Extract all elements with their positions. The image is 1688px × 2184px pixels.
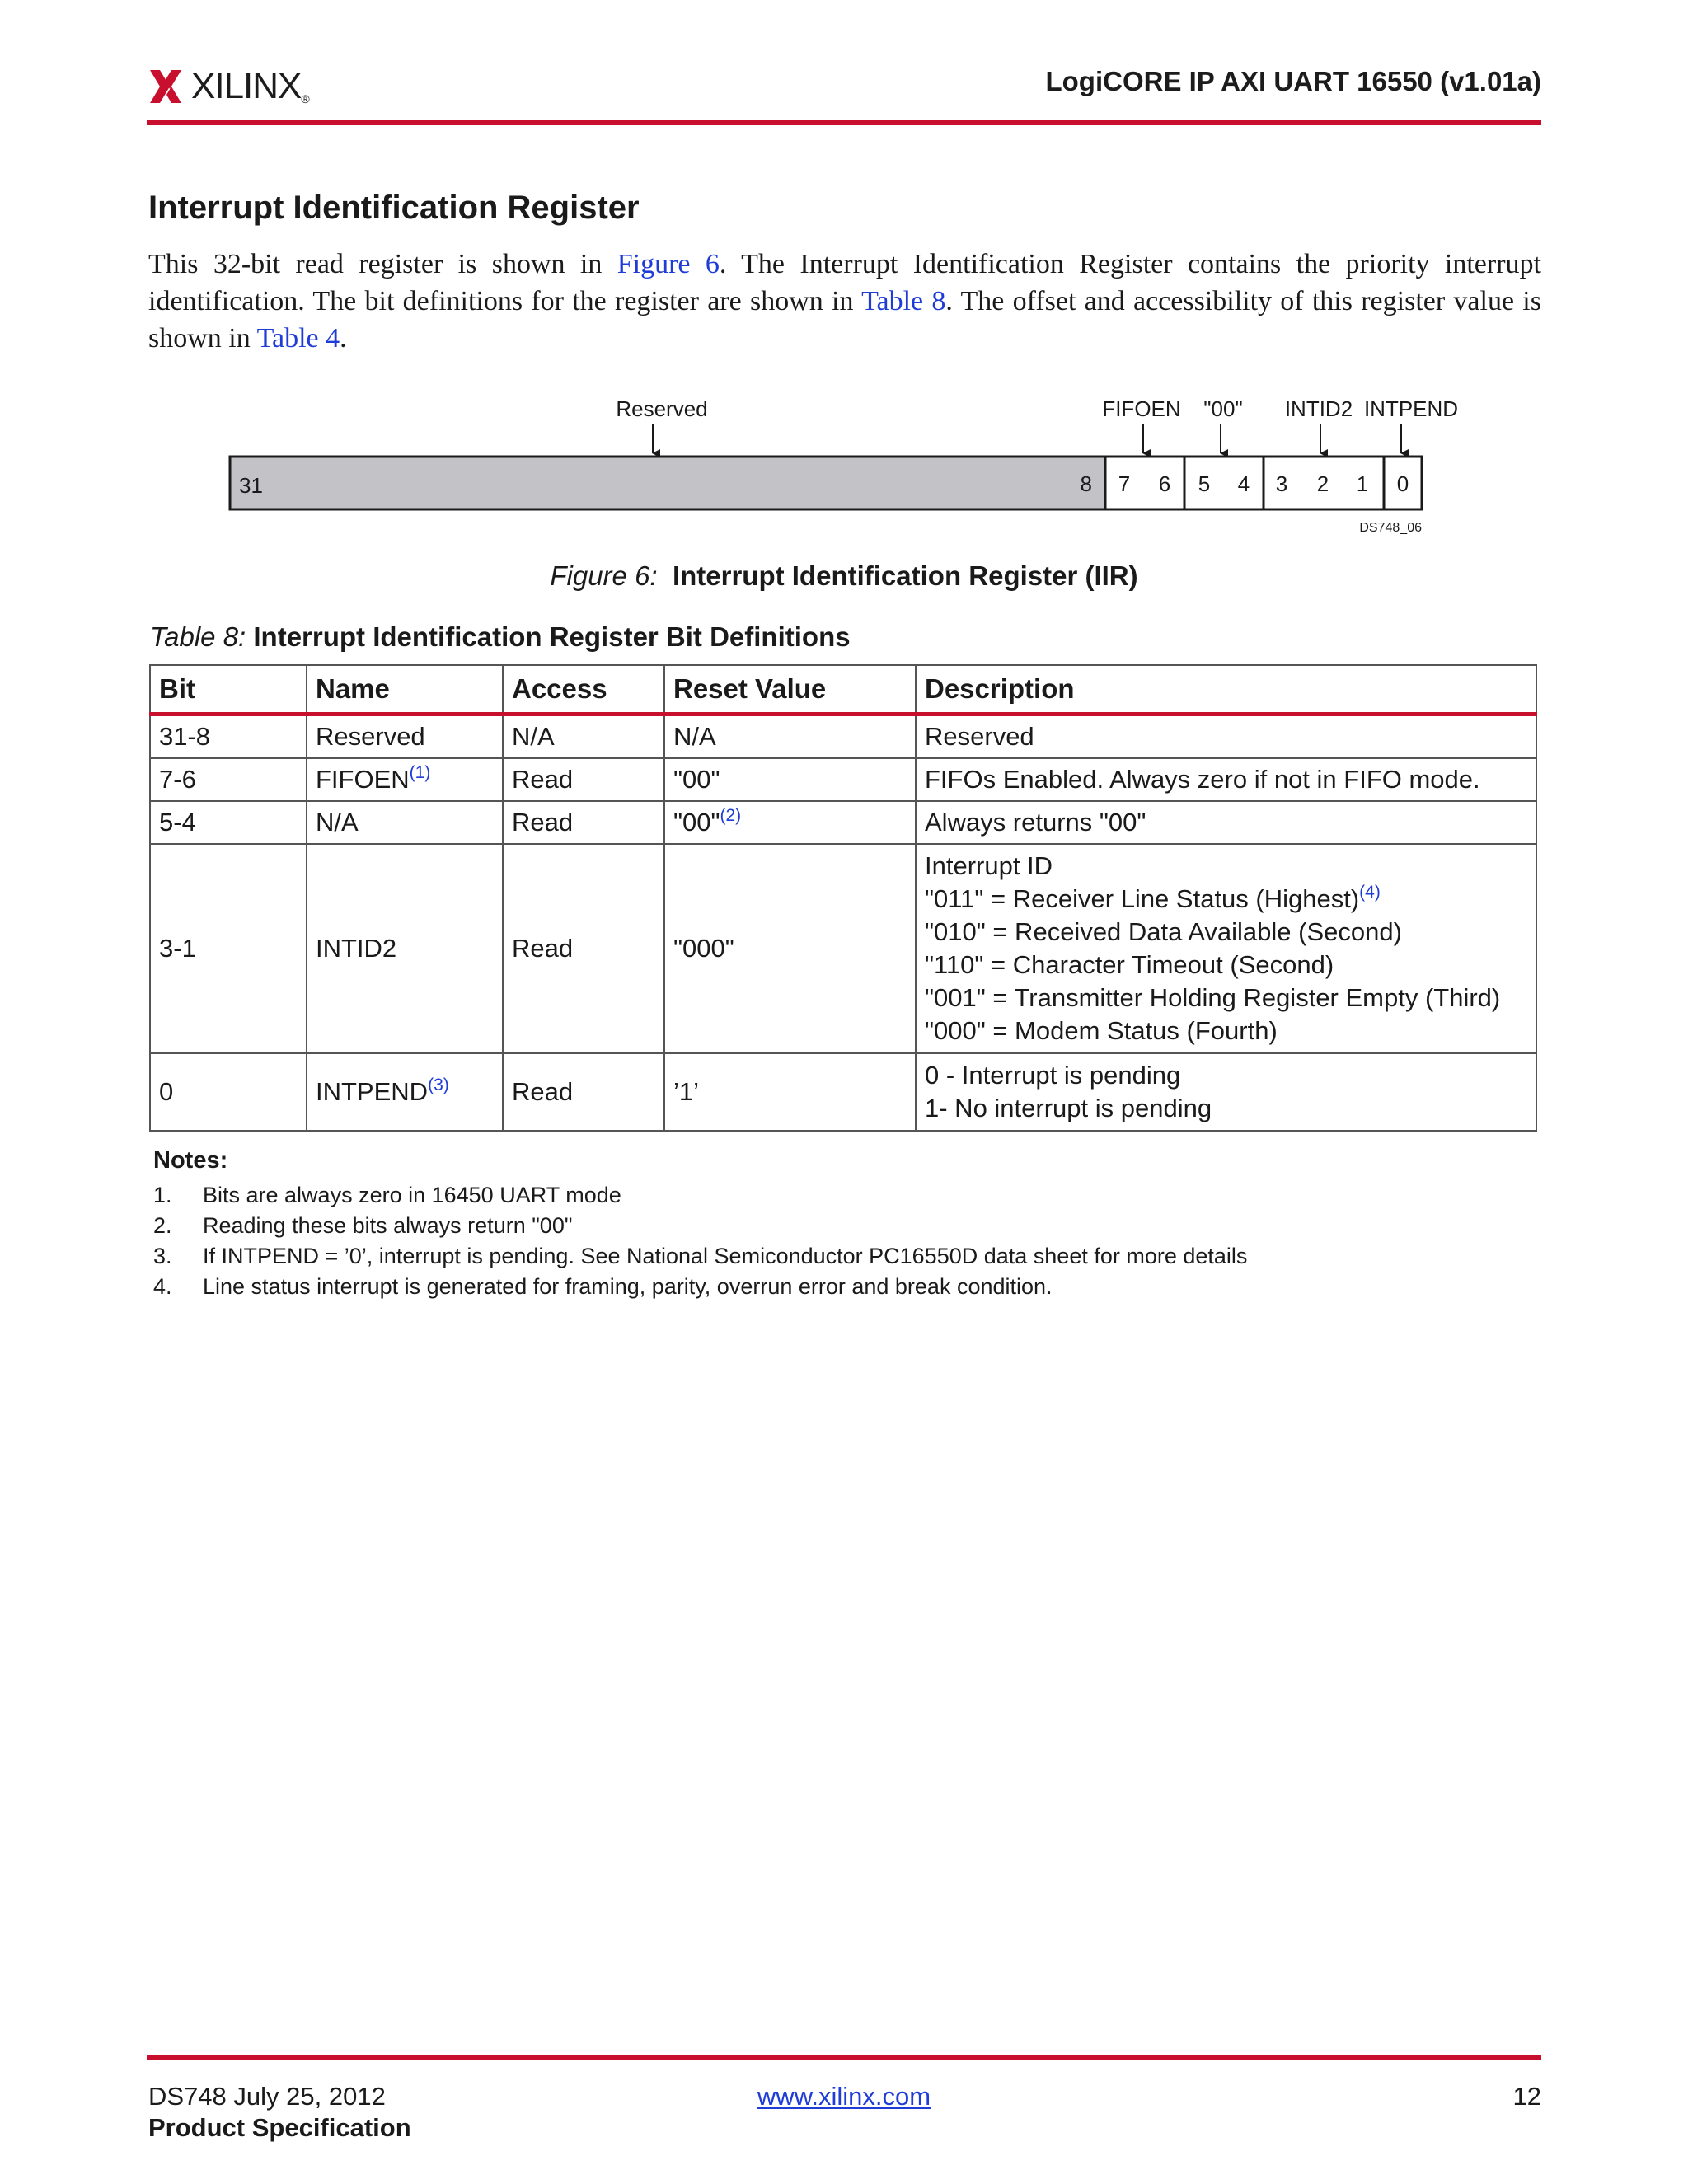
- figure-caption-label: Figure 6:: [550, 560, 658, 591]
- bit-7: 7: [1118, 471, 1131, 496]
- table-caption-label: Table 8:: [150, 621, 246, 652]
- header-divider: [147, 120, 1541, 125]
- bit-0: 0: [1396, 471, 1409, 496]
- cell-access: Read: [503, 844, 664, 1053]
- cell-name: [307, 715, 503, 759]
- table-4-link[interactable]: Table 4: [256, 323, 340, 354]
- cell-reset: [664, 801, 916, 844]
- desc-line: Reserved: [925, 722, 1034, 751]
- label-reserved: Reserved: [616, 396, 708, 421]
- intro-paragraph: [148, 246, 1541, 357]
- cell-access: Read: [503, 1053, 664, 1131]
- note-text: If INTPEND = ’0’, interrupt is pending. See National Semiconductor PC16550D data sheet for more details: [203, 1244, 1248, 1268]
- desc-line-with-note: [925, 883, 1527, 916]
- cell-name: [307, 758, 503, 801]
- note-item: [153, 1211, 1247, 1241]
- reset-text: "00": [673, 765, 720, 794]
- note-item: [153, 1241, 1247, 1272]
- footer-doc-id-date: DS748 July 25, 2012: [148, 2082, 386, 2111]
- table-row: [150, 1053, 1536, 1131]
- register-figure: [0, 387, 1688, 536]
- footnote-ref-2[interactable]: (2): [720, 806, 742, 825]
- xilinx-logo: [148, 66, 309, 107]
- brand-name: XILINX®: [191, 66, 309, 106]
- label-intpend: INTPEND: [1363, 396, 1459, 421]
- desc-line: Interrupt ID: [925, 851, 1053, 880]
- field-reserved: [230, 457, 1105, 509]
- reset-text: ’1’: [673, 1077, 700, 1106]
- field-zeros: [1184, 457, 1264, 509]
- intro-text-2: . The Interrupt Identification Register contains the priority interrupt identification. The bit definitions for the register are shown in: [148, 249, 1541, 316]
- cell-access: Read: [503, 801, 664, 844]
- footer-url-link[interactable]: www.xilinx.com: [757, 2082, 931, 2111]
- figure-id: DS748_06: [1359, 521, 1422, 535]
- footnote-ref-1[interactable]: (1): [409, 763, 431, 782]
- footer-doc-type: Product Specification: [148, 2113, 411, 2142]
- table-caption-title: Interrupt Identification Register Bit Definitions: [253, 621, 851, 652]
- name-text: INTID2: [316, 934, 397, 963]
- cell-bit: 0: [150, 1053, 307, 1131]
- figure-caption-title: Interrupt Identification Register (IIR): [672, 560, 1138, 591]
- table-row: [150, 758, 1536, 801]
- bit-5: 5: [1198, 471, 1211, 496]
- header-reset-value: Reset Value: [664, 665, 916, 715]
- bit-31: 31: [239, 473, 263, 498]
- desc-line: "010" = Received Data Available (Second): [925, 917, 1402, 946]
- intro-text-3: . The offset and accessibility of this register value is shown in: [148, 286, 1541, 354]
- figure-6-link[interactable]: Figure 6: [617, 249, 720, 279]
- cell-name: [307, 844, 503, 1053]
- table-row: [150, 844, 1536, 1053]
- note-number: 1.: [153, 1183, 172, 1207]
- page-number: 12: [1512, 2082, 1541, 2111]
- notes-title: Notes:: [153, 1147, 228, 1174]
- figure-caption: [0, 560, 1688, 592]
- footnote-ref-3[interactable]: (3): [428, 1076, 449, 1094]
- cell-bit: 7-6: [150, 758, 307, 801]
- desc-line: "001" = Transmitter Holding Register Empty (Third): [925, 983, 1501, 1012]
- bit-definitions-table: [149, 664, 1537, 1132]
- cell-bit: 5-4: [150, 801, 307, 844]
- cell-reset: [664, 1053, 916, 1131]
- note-text: Reading these bits always return "00": [203, 1213, 573, 1238]
- header-description: Description: [916, 665, 1536, 715]
- header-access: Access: [503, 665, 664, 715]
- intro-text-1: This 32-bit read register is shown in: [148, 249, 617, 279]
- cell-reset: [664, 715, 916, 759]
- cell-description: [916, 844, 1536, 1053]
- reset-text: "000": [673, 934, 734, 963]
- reset-text: "00": [673, 808, 720, 837]
- note-number: 3.: [153, 1244, 172, 1268]
- cell-reset: [664, 844, 916, 1053]
- intro-text-4: .: [340, 323, 347, 354]
- cell-bit: 3-1: [150, 844, 307, 1053]
- cell-bit: 31-8: [150, 715, 307, 759]
- cell-access: N/A: [503, 715, 664, 759]
- table-caption: [150, 621, 851, 653]
- desc-line: Always returns "00": [925, 808, 1146, 837]
- name-text: Reserved: [316, 722, 425, 751]
- cell-reset: [664, 758, 916, 801]
- header-name: Name: [307, 665, 503, 715]
- note-number: 4.: [153, 1274, 172, 1299]
- desc-line: "000" = Modem Status (Fourth): [925, 1016, 1278, 1045]
- label-zeros: "00": [1203, 396, 1243, 421]
- cell-description: [916, 1053, 1536, 1131]
- bit-6: 6: [1158, 471, 1171, 496]
- document-title: LogiCORE IP AXI UART 16550 (v1.01a): [1045, 66, 1541, 96]
- desc-line: "011" = Receiver Line Status (Highest): [925, 884, 1360, 913]
- note-item: [153, 1180, 1247, 1211]
- desc-line: 1- No interrupt is pending: [925, 1094, 1212, 1122]
- cell-name: [307, 801, 503, 844]
- table-row: [150, 715, 1536, 759]
- note-number: 2.: [153, 1213, 172, 1238]
- desc-line: 0 - Interrupt is pending: [925, 1061, 1181, 1090]
- xilinx-logo-icon: [148, 68, 183, 105]
- bit-8: 8: [1080, 471, 1092, 496]
- field-fifoen: [1105, 457, 1184, 509]
- name-text: INTPEND: [316, 1077, 429, 1106]
- name-text: N/A: [316, 808, 359, 837]
- cell-description: [916, 758, 1536, 801]
- cell-access: Read: [503, 758, 664, 801]
- cell-description: [916, 715, 1536, 759]
- footer-divider: [147, 2055, 1541, 2060]
- bit-4: 4: [1237, 471, 1250, 496]
- table-8-link[interactable]: Table 8: [861, 286, 946, 316]
- desc-line: "110" = Character Timeout (Second): [925, 950, 1334, 979]
- name-text: FIFOEN: [316, 765, 410, 794]
- note-text: Bits are always zero in 16450 UART mode: [203, 1183, 621, 1207]
- note-text: Line status interrupt is generated for framing, parity, overrun error and break condition.: [203, 1274, 1053, 1299]
- label-fifoen: FIFOEN: [1102, 396, 1181, 421]
- registered-mark: ®: [301, 92, 309, 105]
- table-row: [150, 801, 1536, 844]
- cell-description: [916, 801, 1536, 844]
- bit-3: 3: [1275, 471, 1288, 496]
- section-heading: Interrupt Identification Register: [148, 190, 640, 226]
- footnote-ref-4[interactable]: (4): [1359, 883, 1381, 902]
- cell-name: [307, 1053, 503, 1131]
- notes-list: [153, 1180, 1247, 1302]
- reset-text: N/A: [673, 722, 716, 751]
- header-bit: Bit: [150, 665, 307, 715]
- table-header-row: [150, 665, 1536, 715]
- bit-2: 2: [1316, 471, 1329, 496]
- note-item: [153, 1272, 1247, 1302]
- footer-link-wrap: [0, 2081, 1688, 2112]
- desc-line: FIFOs Enabled. Always zero if not in FIFO mode.: [925, 765, 1480, 794]
- bit-1: 1: [1356, 471, 1369, 496]
- label-intid2: INTID2: [1284, 396, 1353, 421]
